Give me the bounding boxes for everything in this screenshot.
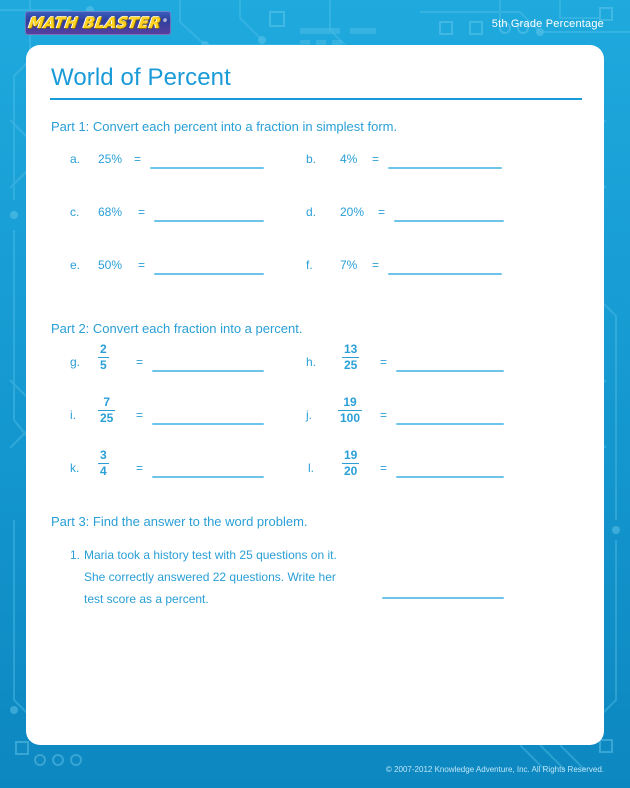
word-problem-line-3: test score as a percent. xyxy=(84,592,209,606)
answer-blank-e[interactable] xyxy=(154,273,264,275)
question-value-a: 25% xyxy=(98,152,123,166)
logo-text: MATH BLASTER® xyxy=(27,14,168,32)
fraction-denominator-k: 4 xyxy=(100,464,107,479)
fraction-numerator-l: 19 xyxy=(344,448,358,462)
answer-blank-k[interactable] xyxy=(152,476,264,478)
equals-sign-h: = xyxy=(380,355,388,369)
answer-blank-b[interactable] xyxy=(388,167,502,169)
grade-label: 5th Grade Percentage xyxy=(491,18,604,30)
question-value-c: 68% xyxy=(98,205,123,219)
answer-blank-d[interactable] xyxy=(394,220,504,222)
equals-sign-d: = xyxy=(378,205,386,219)
question-label-g: g. xyxy=(70,355,81,369)
fraction-i xyxy=(98,396,115,425)
question-label-l: l. xyxy=(308,461,314,475)
answer-blank-l[interactable] xyxy=(396,476,504,478)
fraction-numerator-g: 2 xyxy=(100,342,107,356)
answer-blank-i[interactable] xyxy=(152,423,264,425)
footer-copyright: © 2007-2012 Knowledge Adventure, Inc. All Rights Reserved. xyxy=(385,765,604,774)
question-label-h: h. xyxy=(306,355,317,369)
part1-heading: Part 1: Convert each percent into a fraction in simplest form. xyxy=(51,119,398,134)
question-label-e: e. xyxy=(70,258,81,272)
answer-blank-f[interactable] xyxy=(388,273,502,275)
part3-heading: Part 3: Find the answer to the word problem. xyxy=(51,514,308,529)
fraction-g xyxy=(98,343,109,372)
question-label-i: i. xyxy=(70,408,76,422)
answer-blank-g[interactable] xyxy=(152,370,264,372)
question-value-e: 50% xyxy=(98,258,123,272)
answer-blank-h[interactable] xyxy=(396,370,504,372)
fraction-j xyxy=(338,396,362,425)
fraction-denominator-j: 100 xyxy=(340,411,361,426)
answer-blank-c[interactable] xyxy=(154,220,264,222)
fraction-numerator-j: 19 xyxy=(343,395,357,409)
equals-sign-j: = xyxy=(380,408,388,422)
equals-sign-e: = xyxy=(138,258,146,272)
logo-trademark: ® xyxy=(161,18,168,24)
equals-sign-f: = xyxy=(372,258,380,272)
question-label-d: d. xyxy=(306,205,317,219)
equals-sign-a: = xyxy=(134,152,142,166)
equals-sign-c: = xyxy=(138,205,146,219)
equals-sign-b: = xyxy=(372,152,380,166)
question-label-f: f. xyxy=(306,258,313,272)
question-value-f: 7% xyxy=(340,258,358,272)
fraction-h xyxy=(342,343,359,372)
question-label-c: c. xyxy=(70,205,80,219)
worksheet-card xyxy=(26,45,604,745)
answer-blank-a[interactable] xyxy=(150,167,264,169)
question-value-d: 20% xyxy=(340,205,365,219)
fraction-numerator-h: 13 xyxy=(344,342,358,356)
fraction-denominator-l: 20 xyxy=(344,464,358,479)
equals-sign-l: = xyxy=(380,461,388,475)
question-label-b: b. xyxy=(306,152,317,166)
question-label-j: j. xyxy=(306,408,312,422)
answer-blank-j[interactable] xyxy=(396,423,504,425)
fraction-l xyxy=(342,449,359,478)
page-title: World of Percent xyxy=(51,64,231,91)
fraction-denominator-h: 25 xyxy=(344,358,358,373)
equals-sign-g: = xyxy=(136,355,144,369)
question-value-b: 4% xyxy=(340,152,358,166)
title-divider xyxy=(50,98,582,100)
word-problem-number: 1. xyxy=(70,548,81,562)
math-blaster-logo xyxy=(25,11,171,35)
page-header xyxy=(0,0,630,46)
word-problem-line-2: She correctly answered 22 questions. Write her xyxy=(84,570,336,584)
answer-blank-word-problem[interactable] xyxy=(382,597,504,599)
part2-heading: Part 2: Convert each fraction into a percent. xyxy=(51,321,303,336)
word-problem-line-1: Maria took a history test with 25 questions on it. xyxy=(84,548,337,562)
question-label-k: k. xyxy=(70,461,80,475)
equals-sign-k: = xyxy=(136,461,144,475)
fraction-denominator-i: 25 xyxy=(100,411,114,426)
fraction-denominator-g: 5 xyxy=(100,358,107,373)
fraction-numerator-i: 7 xyxy=(103,395,111,409)
question-label-a: a. xyxy=(70,152,81,166)
fraction-numerator-k: 3 xyxy=(100,448,107,462)
equals-sign-i: = xyxy=(136,408,144,422)
fraction-k xyxy=(98,449,109,478)
